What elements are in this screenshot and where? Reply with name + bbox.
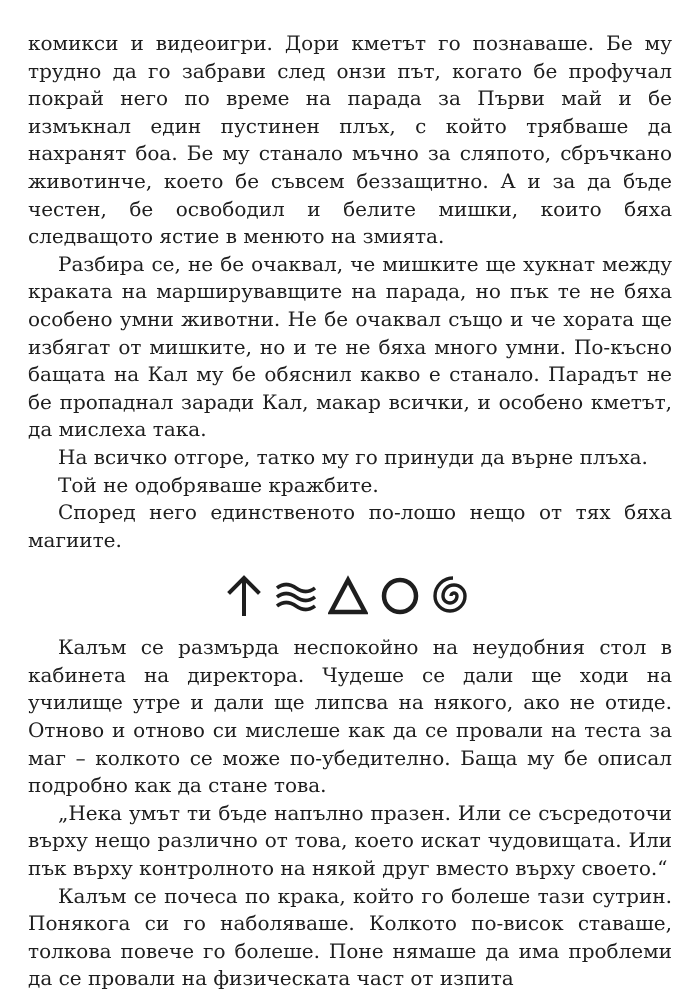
chaos-spiral-icon: [432, 574, 476, 618]
paragraph-8: Калъм се почеса по крака, който го болеше тази сутрин. Понякога си го наболяваше. Колкото по-висок ставаше, толкова повече го болеше. Поне нямаше да има проблеми да се провали на физическата част от изпита: [28, 883, 672, 991]
paragraph-5: Според него единственото по-лошо нещо от тях бяха магиите.: [28, 500, 672, 552]
water-waves-icon: [274, 574, 318, 618]
paragraph-3: На всичко отгоре, татко му го принуди да върне плъха.: [58, 444, 648, 469]
paragraph-4: Той не одобряваше кражбите.: [58, 472, 379, 497]
book-page: [28, 30, 672, 993]
fire-triangle-icon: [328, 574, 368, 618]
section-divider: [28, 568, 672, 624]
paragraph-2: Разбира се, не бе очаквал, че мишките ще хукнат между краката на марширувавщите на парада, но пък те не бяха особено умни животни. Не бе очаквал също и че хората ще избягат от мишките, но и те не бяха много умни. По-късно бащата на Кал му бе обяснил какво е станало. Парадът не бе пропаднал заради Кал, макар всички, и особено кметът, да мислеха така.: [28, 251, 672, 442]
paragraph-7: „Нека умът ти бъде напълно празен. Или се съсредоточи върху нещо различно от това, което искат чудовищата. Или пък върху контролното на някой друг вместо върху своето.“: [28, 800, 672, 881]
paragraph-1: комикси и видеоигри. Дори кметът го познаваше. Бе му трудно да го забрави след онзи път, когато бе профучал покрай него по време на парада за Първи май и бе измъкнал един пустинен плъх, с който трябваше да нахранят боа. Бе му станало мъчно за сляпото, сбръчкано животинче, което бе съвсем беззащитно. А и за да бъде честен, бе освободил и белите мишки, които бяха следващото ястие в менюто на змията.: [28, 31, 672, 249]
earth-circle-icon: [378, 574, 422, 618]
air-arrow-icon: [224, 574, 264, 618]
paragraph-6: Калъм се размърда неспокойно на неудобния стол в кабинета на директора. Чудеше се дали ще ходи на училище утре и дали ще липсва на някого, ако не отиде. Отново и отново си мислеше как да се провали на теста за маг – колкото се може по-убедително. Баща му бе описал подробно как да стане това.: [28, 635, 672, 798]
